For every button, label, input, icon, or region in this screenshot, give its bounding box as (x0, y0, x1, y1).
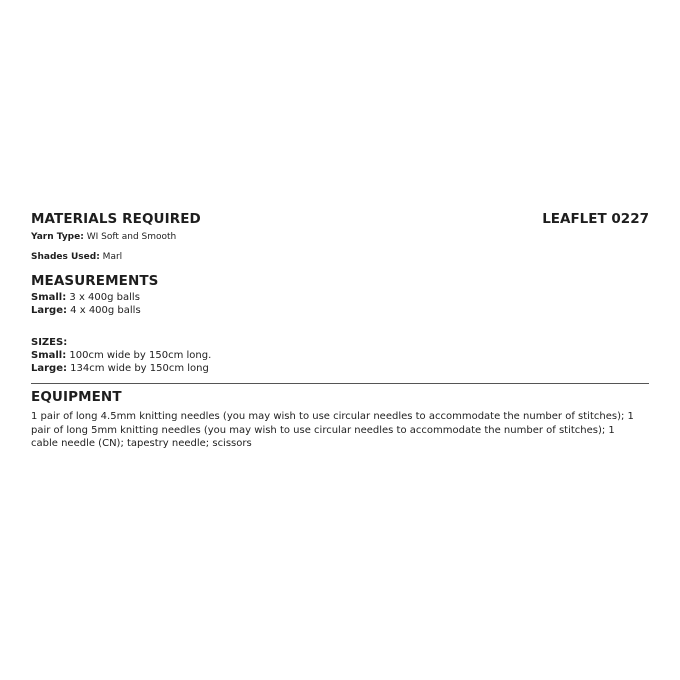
measurements-large-label: Large: (31, 305, 67, 316)
sizes-small-value: 100cm wide by 150cm long. (66, 350, 212, 361)
shades-used-line (31, 251, 649, 264)
measurements-small-label: Small: (31, 292, 67, 303)
measurements-heading: MEASUREMENTS (31, 273, 159, 289)
materials-header-row (31, 210, 649, 228)
leaflet-page (31, 210, 649, 451)
section-divider (31, 383, 649, 384)
sizes-large-label: Large: (31, 363, 67, 374)
yarn-type-label: Yarn Type: (31, 232, 84, 242)
measurements-small-line (31, 291, 649, 304)
sizes-small-line (31, 349, 649, 362)
sizes-small-label: Small: (31, 350, 67, 361)
equipment-heading: EQUIPMENT (31, 389, 122, 405)
measurements-large-value: 4 x 400g balls (67, 305, 141, 316)
sizes-heading-line (31, 336, 649, 349)
equipment-text: 1 pair of long 4.5mm knitting needles (you may wish to use circular needles to accommodate the number of stitches); 1 pair of long 5mm knitting needles (you may wish to use circular needles to accommodate the number of stitches); 1 cable needle (CN); tapestry needle; scissors (31, 411, 634, 449)
yarn-type-line (31, 231, 649, 244)
shades-used-value: Marl (99, 252, 123, 262)
sizes-large-value: 134cm wide by 150cm long (67, 363, 209, 374)
leaflet-number: LEAFLET 0227 (542, 211, 649, 227)
measurements-small-value: 3 x 400g balls (66, 292, 140, 303)
shades-used-label: Shades Used: (31, 252, 100, 262)
sizes-heading: SIZES: (31, 337, 68, 348)
sizes-large-line (31, 362, 649, 375)
measurements-large-line (31, 304, 649, 317)
materials-heading: MATERIALS REQUIRED (31, 211, 201, 227)
yarn-type-value: WI Soft and Smooth (83, 232, 177, 242)
